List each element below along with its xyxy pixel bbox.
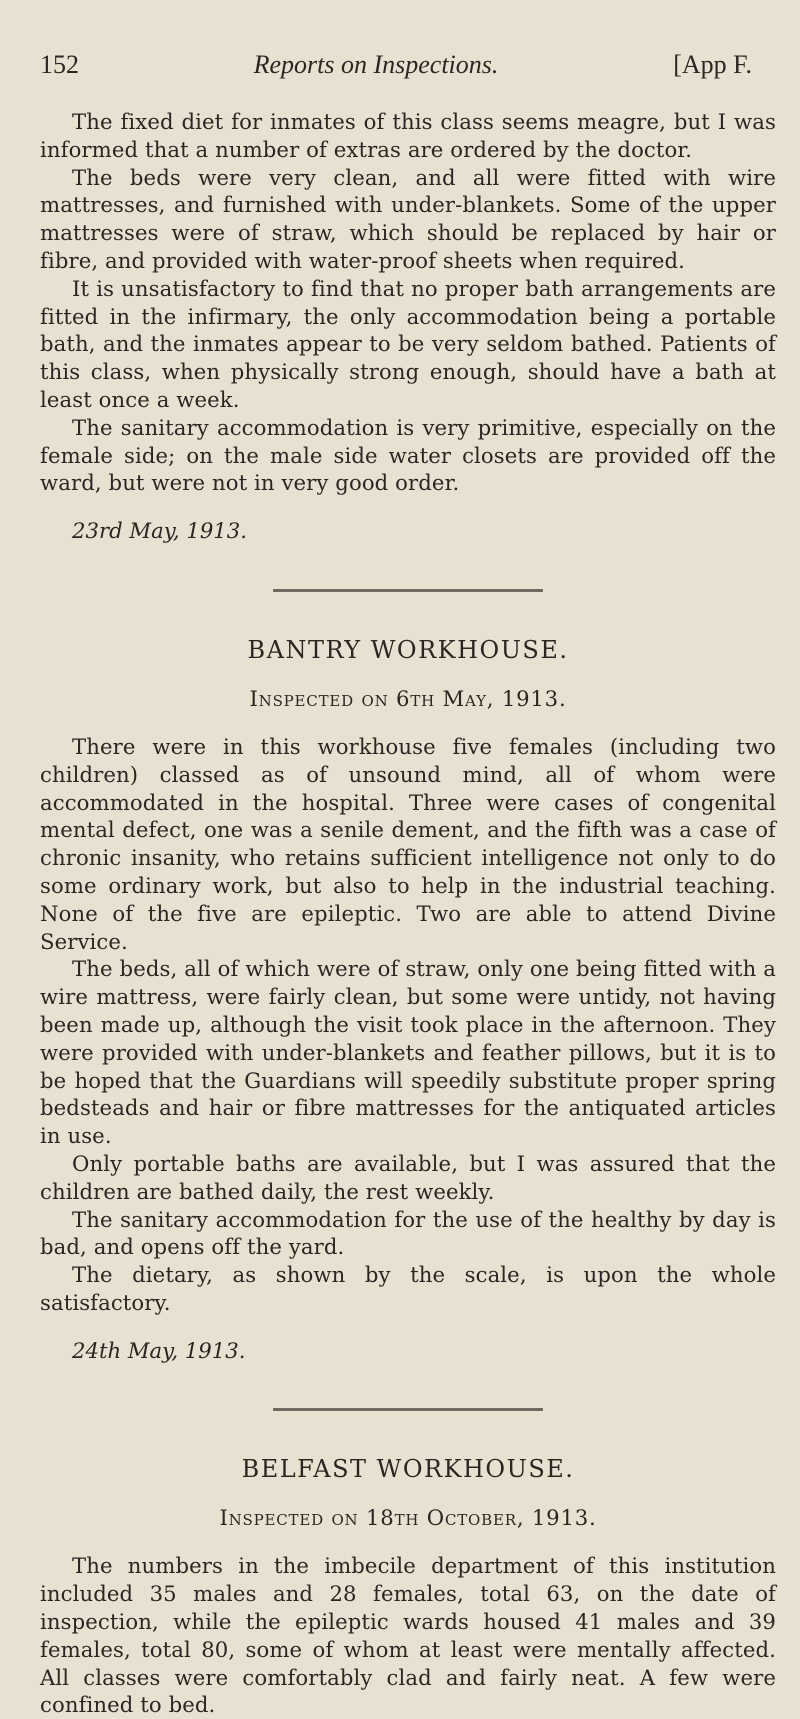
section-divider [273,1408,543,1411]
inspection-date-bantry: Inspected on 6th May, 1913. [249,685,567,711]
report-date: 24th May, 1913. [72,1337,246,1363]
paragraph: The numbers in the imbecile department of this institution included 35 males and 28 females, total 63, on the date of inspection, while the epileptic wards housed 41 males and 39 females, total 80, some of whom at least were mentally affected. All classes were comfortably clad and fairly neat. A few were confined to bed. [40,1553,776,1718]
paragraph: There were in this workhouse five females (including two children) classed as of unsound mind, all of whom were accommodated in the hospital. Three were cases of congenital mental defect, one was a senile dement, and the fifth was a case of chronic insanity, who retains sufficient intelligence not only to do some ordinary work, but also to help in the industrial teaching. None of the five are epileptic. Two are able to attend Divine Service. [40,733,776,954]
page-number: 152 [40,50,79,79]
page-body [40,108,776,1719]
paragraph: The sanitary accommodation for the use of the healthy by day is bad, and opens off the yard. [40,1206,776,1260]
paragraph: It is unsatisfactory to find that no proper bath arrangements are fitted in the infirmary, the only accommodation being a portable bath, and the inmates appear to be very seldom bathed. Patients of this class, when physically strong enough, should have a bath at least once a week. [40,275,776,412]
section-divider [273,589,543,592]
paragraph: The dietary, as shown by the scale, is upon the whole satisfactory. [40,1262,776,1315]
running-title: Reports on Inspections. [253,50,499,79]
section-title-belfast: BELFAST WORKHOUSE. [241,1455,575,1484]
paragraph: The beds, all of which were of straw, only one being fitted with a wire mattress, were fairly clean, but some were untidy, not having been made up, although the visit took place in the afternoon. They were provided with under-blankets and feather pillows, but it is to be hoped that the Guardians will speedily substitute proper spring bedsteads and hair or fibre mattresses for the antiquated articles in use. [40,956,776,1149]
paragraph: The beds were very clean, and all were fitted with wire mattresses, and furnished with under-blankets. Some of the upper mattresses were of straw, which should be replaced by hair or fibre, and provided with water-proof sheets when required. [40,164,776,273]
page-header [40,50,752,80]
paragraph: The sanitary accommodation is very primitive, especially on the female side; on the male side water closets are provided off the ward, but were not in very good order. [40,414,776,496]
paragraph: The fixed diet for inmates of this class seems meagre, but I was informed that a number of extras are ordered by the doctor. [40,109,776,162]
inspection-date-belfast: Inspected on 18th October, 1913. [219,1505,597,1531]
report-date: 23rd May, 1913. [72,518,247,544]
appendix-label: [App F. [673,50,752,79]
paragraph: Only portable baths are available, but I was assured that the children are bathed daily, the rest weekly. [40,1150,776,1204]
section-title-bantry: BANTRY WORKHOUSE. [247,635,569,664]
